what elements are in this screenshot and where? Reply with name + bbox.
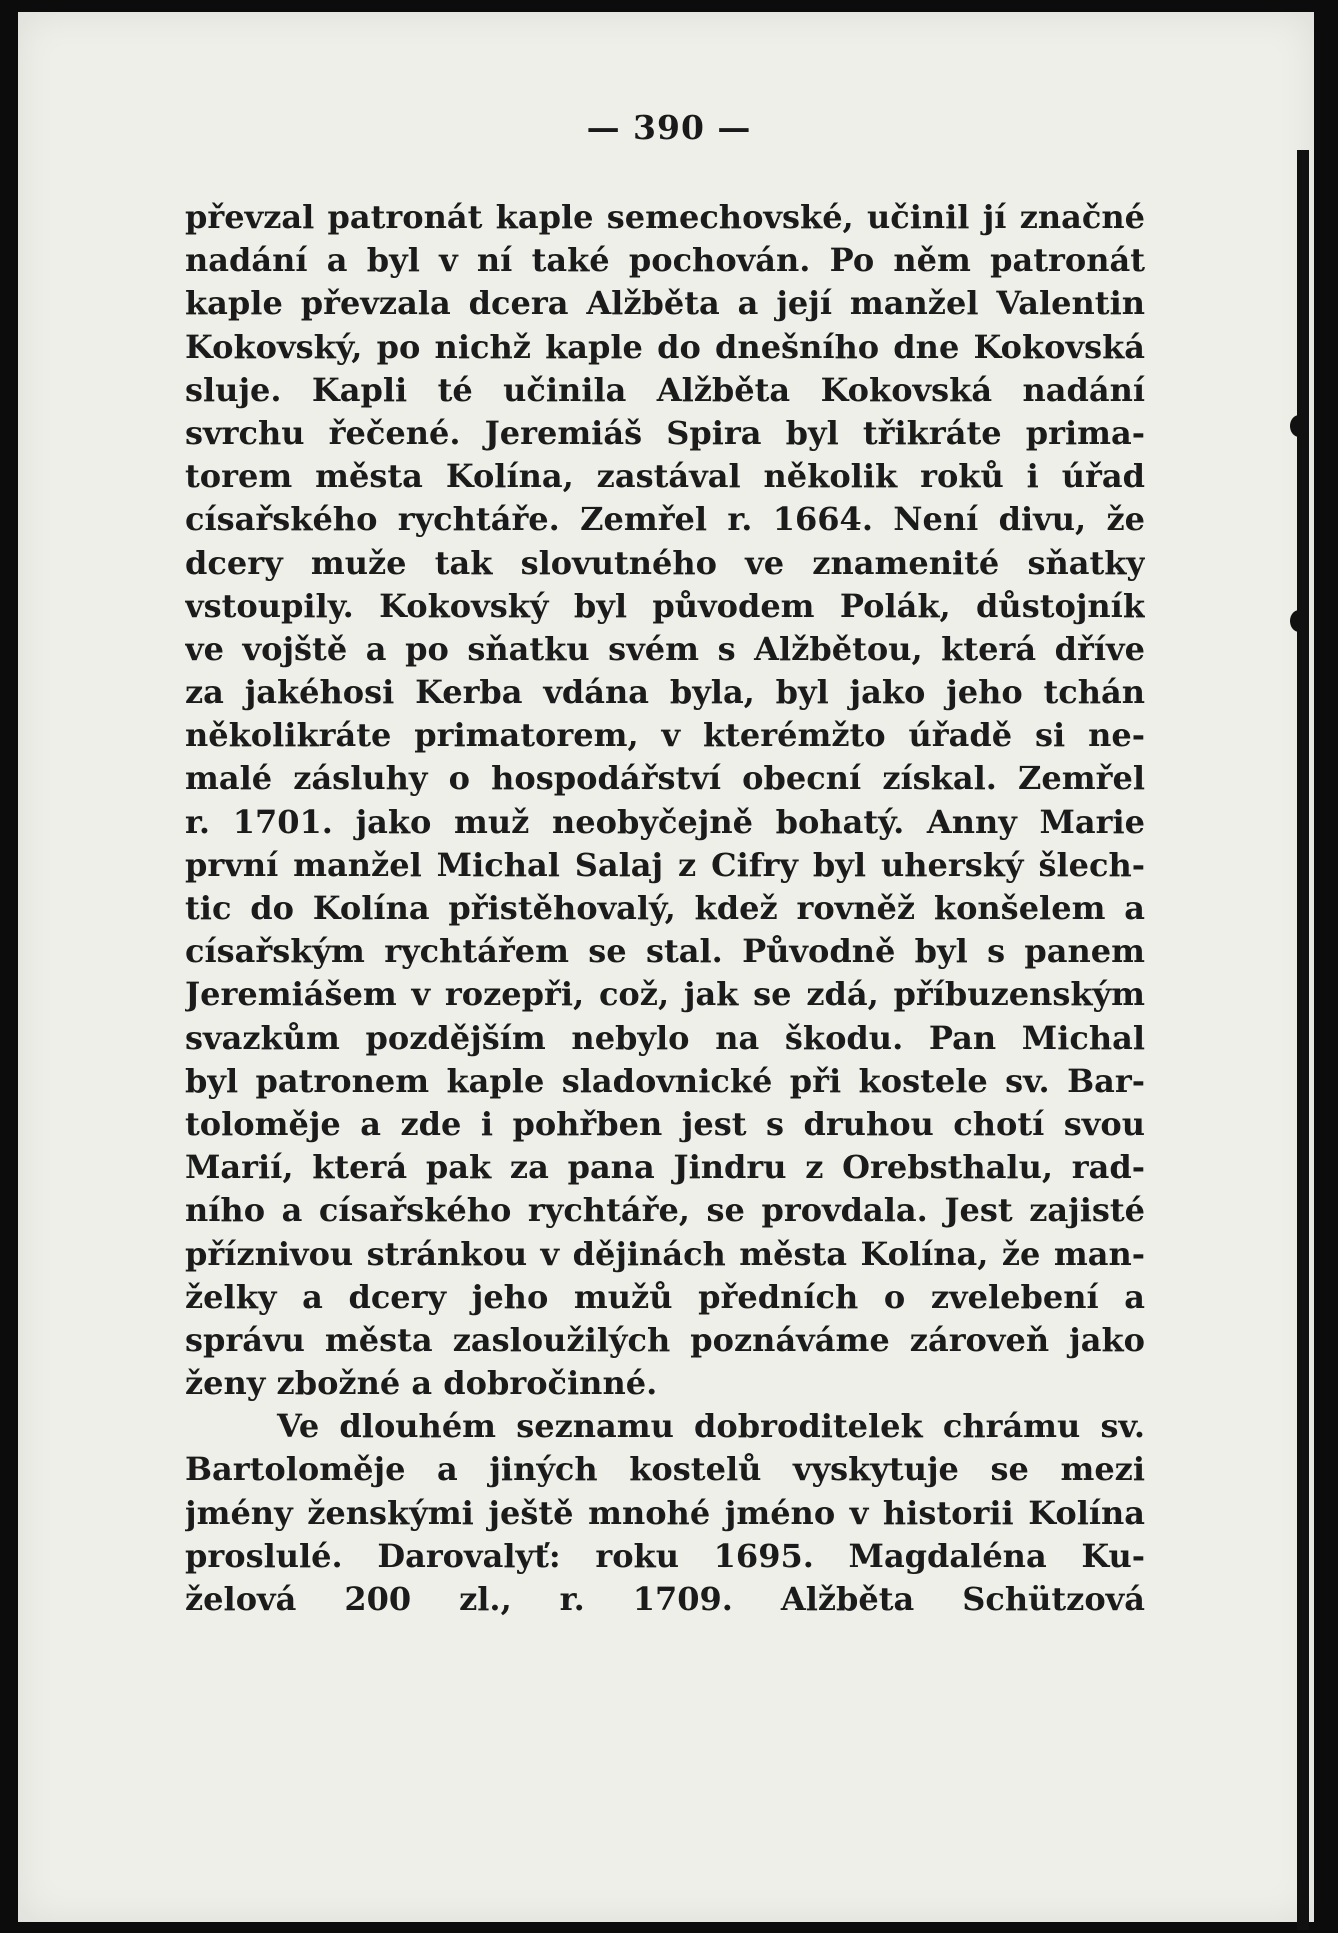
binding-mark: [1290, 415, 1308, 437]
text-line: císařského rychtáře. Zemřel r. 1664. Není divu, že: [185, 500, 1145, 539]
paragraph-end-line: ženy zbožné a dobročinné.: [185, 1364, 658, 1403]
text-line: byl patronem kaple sladovnické při kostele sv. Bar-: [185, 1061, 1145, 1100]
text-line: Jeremiášem v rozepři, což, jak se zdá, příbuzenským: [185, 975, 1145, 1014]
text-line: torem města Kolína, zastával několik roků i úřad: [185, 457, 1145, 496]
text-line: svrchu řečené. Jeremiáš Spira byl třikráte prima-: [185, 413, 1145, 452]
text-line: převzal patronát kaple semechovské, učinil jí značné: [185, 198, 1145, 236]
text-line: kaple převzala dcera Alžběta a její manžel Valentin: [185, 284, 1145, 323]
text-line: sluje. Kapli té učinila Alžběta Kokovská nadání: [185, 370, 1145, 409]
text-line: císařským rychtářem se stal. Původně byl s panem: [185, 932, 1145, 971]
text-line: Kokovský, po nichž kaple do dnešního dne Kokovská: [185, 327, 1145, 366]
text-line: proslulé. Darovalyť: roku 1695. Magdaléna Ku-: [185, 1536, 1145, 1575]
text-line: dcery muže tak slovutného ve znamenité sňatky: [185, 543, 1145, 582]
text-line: želová 200 zl., r. 1709. Alžběta Schützová: [185, 1580, 1145, 1618]
binding-mark: [1290, 610, 1308, 632]
text-line: za jakéhosi Kerba vdána byla, byl jako jeho tchán: [185, 673, 1145, 712]
text-line: jmény ženskými ještě mnohé jméno v historii Kolína: [185, 1493, 1145, 1532]
text-line: Bartoloměje a jiných kostelů vyskytuje se mezi: [185, 1450, 1145, 1489]
text-line: ního a císařského rychtáře, se provdala. Jest zajisté: [185, 1191, 1145, 1230]
text-line: r. 1701. jako muž neobyčejně bohatý. Anny Marie: [185, 802, 1145, 841]
text-line: malé zásluhy o hospodářství obecní získal. Zemřel: [185, 759, 1145, 798]
text-line: první manžel Michal Salaj z Cifry byl uherský šlech-: [185, 845, 1145, 884]
text-line: želky a dcery jeho mužů předních o zvelebení a: [185, 1277, 1145, 1316]
text-line: tic do Kolína přistěhovalý, kdež rovněž konšelem a: [185, 889, 1145, 927]
text-line: několikráte primatorem, v kterémžto úřadě si ne-: [185, 716, 1145, 755]
text-line: Marií, která pak za pana Jindru z Orebsthalu, rad-: [185, 1148, 1145, 1187]
text-line: nadání a byl v ní také pochován. Po něm patronát: [185, 241, 1145, 280]
text-line: příznivou stránkou v dějinách města Kolína, že man-: [185, 1234, 1145, 1273]
text-line: správu města zasloužilých poznáváme zároveň jako: [185, 1320, 1145, 1359]
text-line: toloměje a zde i pohřben jest s druhou chotí svou: [185, 1104, 1145, 1143]
page-number: — 390 —: [586, 108, 752, 147]
text-line: svazkům pozdějším nebylo na škodu. Pan Michal: [185, 1018, 1145, 1057]
body-text: [185, 196, 1145, 1621]
text-line: vstoupily. Kokovský byl původem Polák, důstojník: [185, 586, 1145, 625]
paragraph-start-line: Ve dlouhém seznamu dobroditelek chrámu sv.: [277, 1407, 1145, 1446]
text-line: ve vojště a po sňatku svém s Alžbětou, která dříve: [185, 629, 1145, 668]
